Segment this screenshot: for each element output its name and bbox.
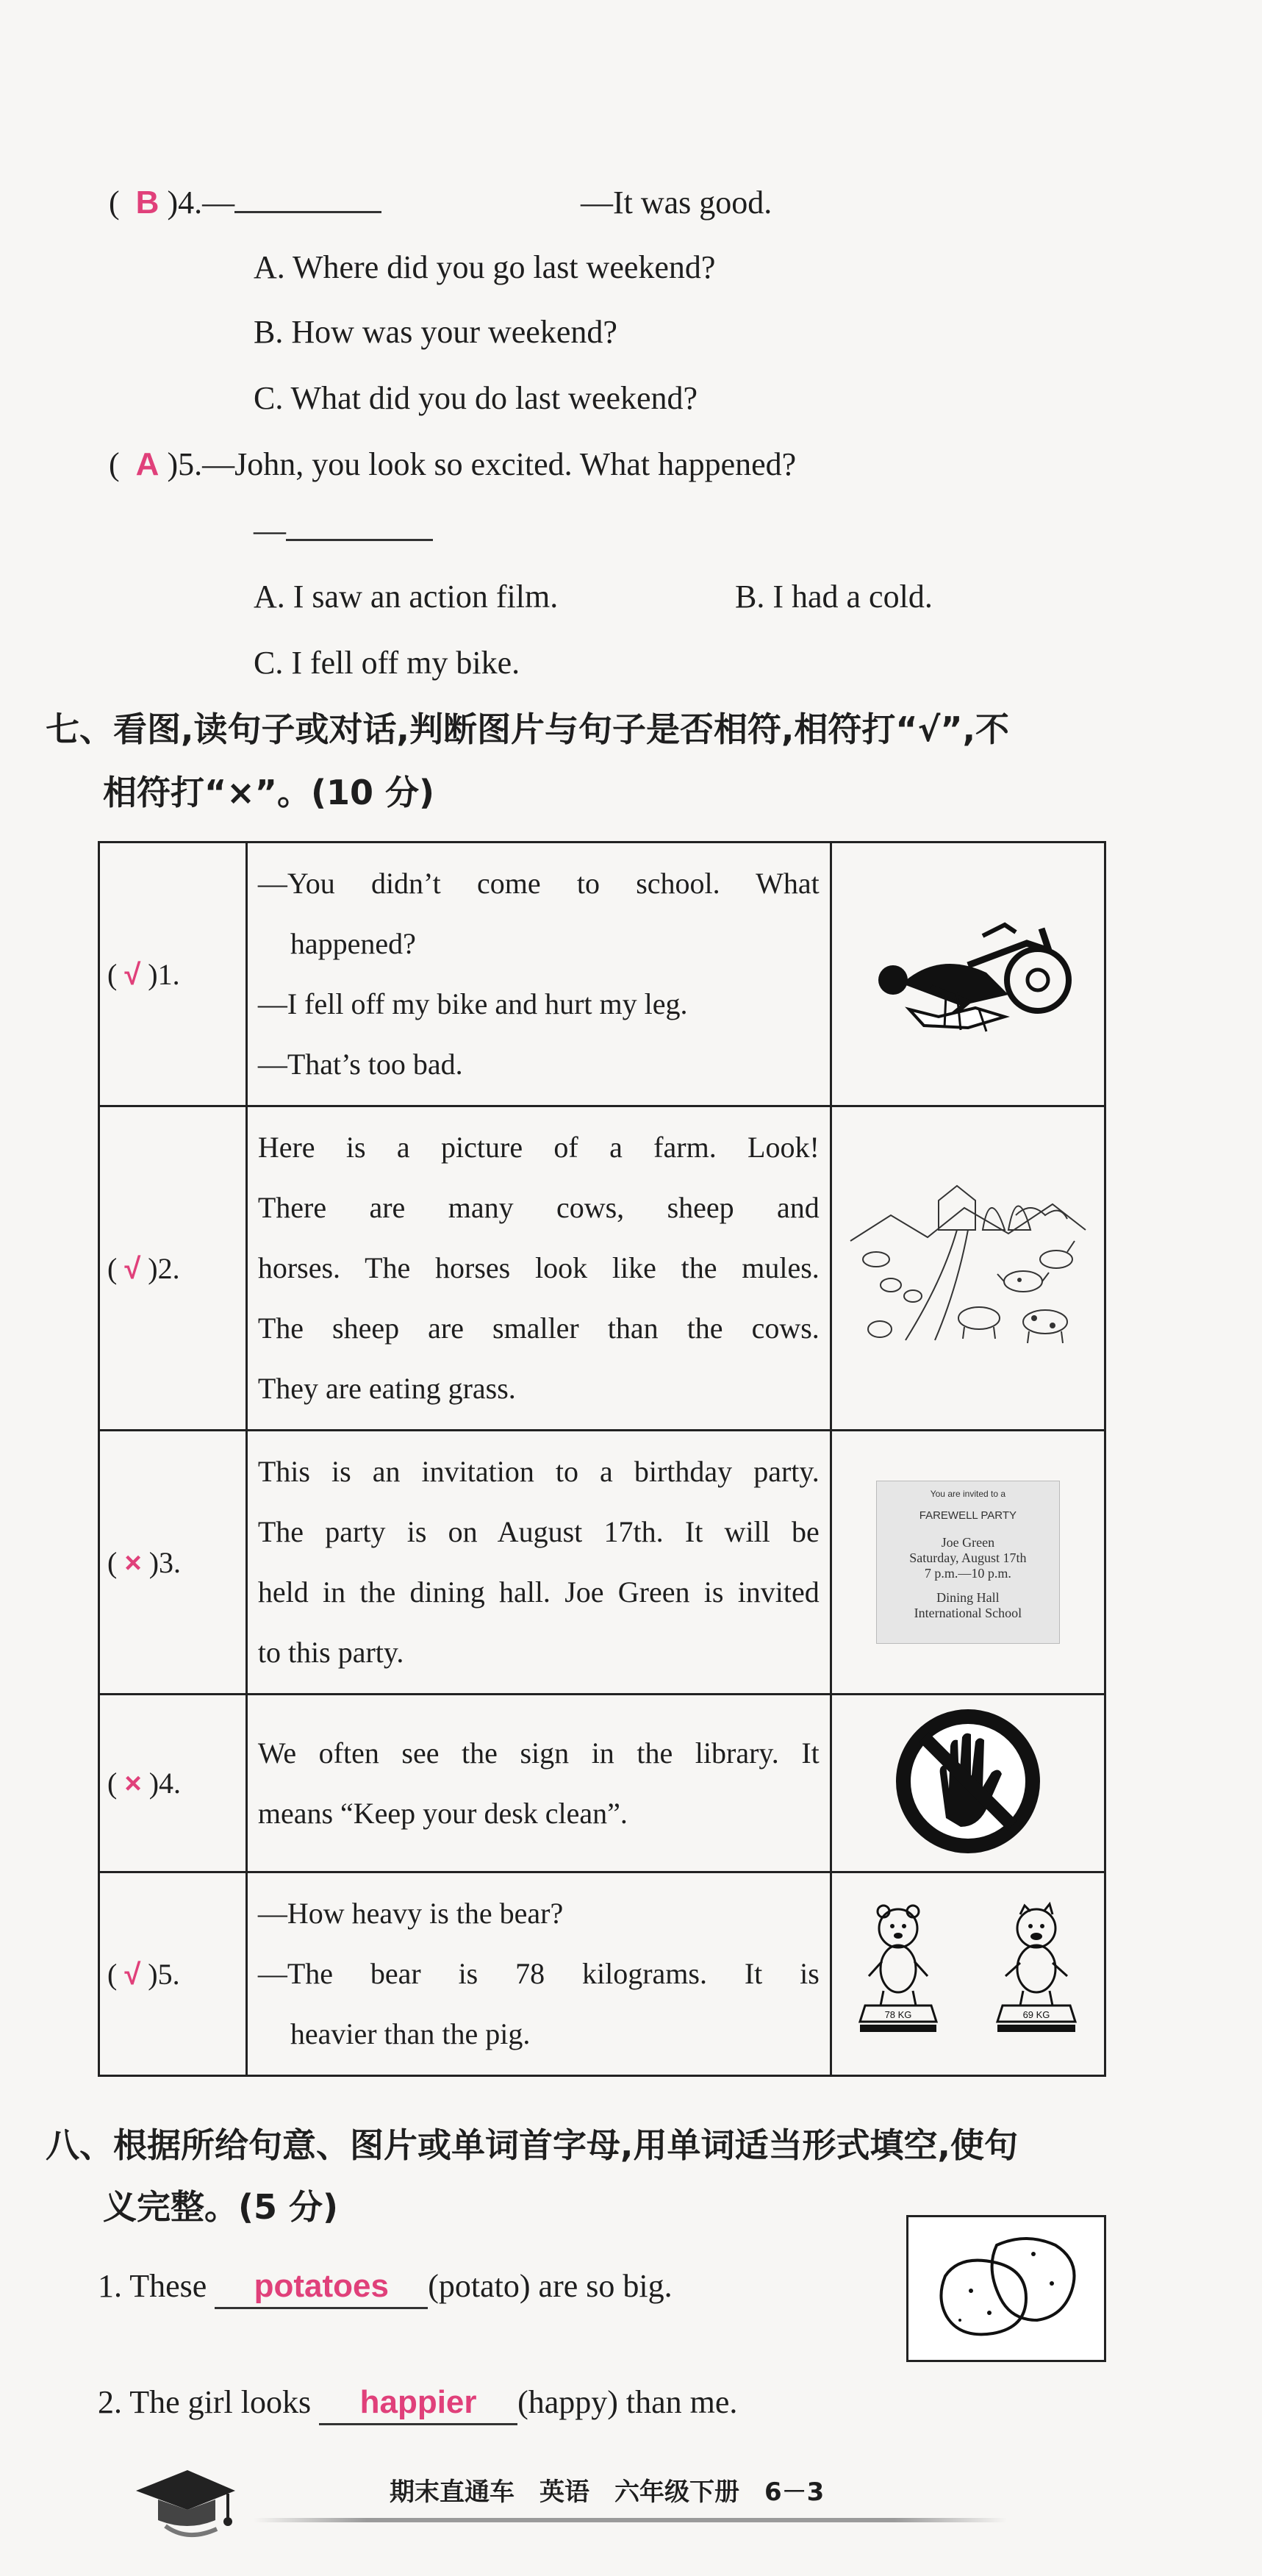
farm-illustration [847, 1171, 1089, 1362]
pig-scale-label: 69 KG [1022, 2008, 1050, 2020]
invitation-date: Saturday, August 17th [909, 1550, 1027, 1565]
row5-picture-cell [831, 1872, 1105, 2076]
q4-number: )4. [167, 185, 203, 221]
row2-number-cell: ( √ )2. [99, 1106, 247, 1431]
row4-number: )4. [148, 1767, 182, 1800]
row4-line1: We often see the sign in the library. It [257, 1736, 820, 1770]
row1-text-cell [246, 842, 831, 1106]
s8-q1-prefix: 1. These [98, 2268, 207, 2304]
bear-scale-label: 78 KG [884, 2008, 912, 2020]
row1-mark: √ [124, 958, 141, 991]
bike-fall-illustration [858, 899, 1078, 1046]
row3-mark: × [124, 1546, 142, 1579]
q5-option-c: C. I fell off my bike. [254, 645, 520, 681]
row4-text-cell [246, 1695, 831, 1872]
row3-text-cell [246, 1431, 831, 1695]
section8-heading-line1: 八、根据所给句意、图片或单词首字母,用单词适当形式填空,使句 [46, 2125, 1018, 2165]
invitation-time: 7 p.m.—10 p.m. [924, 1566, 1011, 1581]
section8-heading-line2: 义完整。(5 分) [103, 2187, 339, 2227]
row1-line3: —I fell off my bike and hurt my leg. [257, 987, 688, 1020]
row2-line1: Here is a picture of a farm. Look! [257, 1131, 820, 1164]
invitation-card [876, 1481, 1060, 1644]
potato-picture-box [906, 2215, 1106, 2362]
q4-reply: —It was good. [581, 185, 772, 221]
q4-option-c: C. What did you do last weekend? [254, 380, 698, 416]
row2-line3: horses. The horses look like the mules. [257, 1251, 820, 1284]
row3-line1: This is an invitation to a birthday party. [257, 1455, 820, 1488]
q4-line: ( B )4.— [109, 182, 381, 223]
section7-heading-line1: 七、看图,读句子或对话,判断图片与句子是否相符,相符打“√”,不 [46, 709, 1010, 749]
row3-line4: to this party. [257, 1636, 404, 1669]
row3-picture-cell [831, 1431, 1105, 1695]
row3-line3: held in the dining hall. Joe Green is invited [257, 1575, 820, 1609]
row2-picture-cell [831, 1106, 1105, 1431]
invitation-top: You are invited to a [930, 1489, 1006, 1499]
s8-q1-suffix: (potato) are so big. [428, 2268, 673, 2304]
row1-line2: happened? [290, 927, 416, 960]
q5-dash: — [254, 512, 286, 548]
q4-dash: — [202, 185, 235, 221]
row2-text-cell [246, 1106, 831, 1431]
invitation-place2: International School [914, 1606, 1022, 1620]
judgement-table [98, 841, 1106, 2077]
q4-answer: B [135, 185, 159, 221]
s8-q2-suffix: (happy) than me. [517, 2384, 738, 2420]
q5-option-a: A. I saw an action film. [254, 579, 559, 615]
row4-line2: means “Keep your desk clean”. [257, 1796, 628, 1830]
q5-option-b: B. I had a cold. [735, 579, 933, 615]
table-row [99, 1106, 1105, 1431]
s8-q2-answer: happier [359, 2384, 477, 2420]
s8-q1-line [98, 2266, 673, 2309]
table-row [99, 842, 1105, 1106]
row3-number: )3. [148, 1545, 182, 1579]
footer-text: 期末直通车 英语 六年级下册 6－3 [390, 2477, 825, 2507]
invitation-title: FAREWELL PARTY [919, 1509, 1017, 1522]
row2-mark: √ [124, 1252, 141, 1285]
row2-line4: The sheep are smaller than the cows. [257, 1312, 820, 1345]
row4-mark: × [124, 1767, 142, 1800]
row4-picture-cell [831, 1695, 1105, 1872]
q5-number: )5. [167, 446, 203, 482]
row5-number-cell: ( √ )5. [99, 1872, 247, 2076]
row3-line2: The party is on August 17th. It will be [257, 1515, 820, 1548]
s8-q2-prefix: 2. The girl looks [98, 2384, 312, 2420]
s8-q1-blank[interactable] [215, 2266, 428, 2309]
row2-line2: There are many cows, sheep and [257, 1191, 820, 1224]
table-row [99, 1872, 1105, 2076]
q5-line: ( A )5.—John, you look so excited. What happened? [109, 446, 797, 482]
row1-number: )1. [148, 957, 180, 991]
q5-blank [286, 539, 433, 541]
row5-line2: —The bear is 78 kilograms. It is [257, 1957, 820, 1990]
table-row [99, 1431, 1105, 1695]
row5-number: )5. [148, 1957, 180, 1991]
s8-q1-answer: potatoes [254, 2268, 389, 2304]
row1-number-cell: ( √ )1. [99, 842, 247, 1106]
no-touching-sign-icon [894, 1708, 1041, 1855]
q5-answer: A [135, 446, 159, 482]
table-row [99, 1695, 1105, 1872]
row3-number-cell: ( × )3. [99, 1431, 247, 1695]
row2-number: )2. [148, 1251, 180, 1285]
row4-number-cell: ( × )4. [99, 1695, 247, 1872]
row5-line3: heavier than the pig. [290, 2017, 531, 2050]
s8-q2-blank[interactable] [319, 2382, 517, 2425]
q5-answer-line [254, 510, 433, 551]
invitation-name: Joe Green [941, 1535, 995, 1550]
bear-and-pig-scales-illustration [847, 1895, 1089, 2050]
s8-q2-line [98, 2382, 737, 2425]
row1-line4: —That’s too bad. [257, 1048, 463, 1081]
q4-option-a: A. Where did you go last weekend? [254, 249, 716, 285]
q5-question: —John, you look so excited. What happened? [202, 446, 797, 482]
row5-mark: √ [124, 1958, 141, 1991]
row2-line5: They are eating grass. [257, 1372, 516, 1405]
q4-option-b: B. How was your weekend? [254, 314, 617, 350]
invitation-place1: Dining Hall [936, 1590, 1000, 1605]
row1-line1: —You didn’t come to school. What [257, 867, 820, 900]
graduation-cap-icon [129, 2461, 239, 2546]
row1-picture-cell [831, 842, 1105, 1106]
potato-illustration [908, 2217, 1104, 2360]
q4-blank [234, 211, 381, 213]
section7-heading-line2: 相符打“×”。(10 分) [103, 773, 435, 812]
row5-text-cell [246, 1872, 831, 2076]
row5-line1: —How heavy is the bear? [257, 1897, 564, 1930]
footer-rule [254, 2518, 1007, 2522]
